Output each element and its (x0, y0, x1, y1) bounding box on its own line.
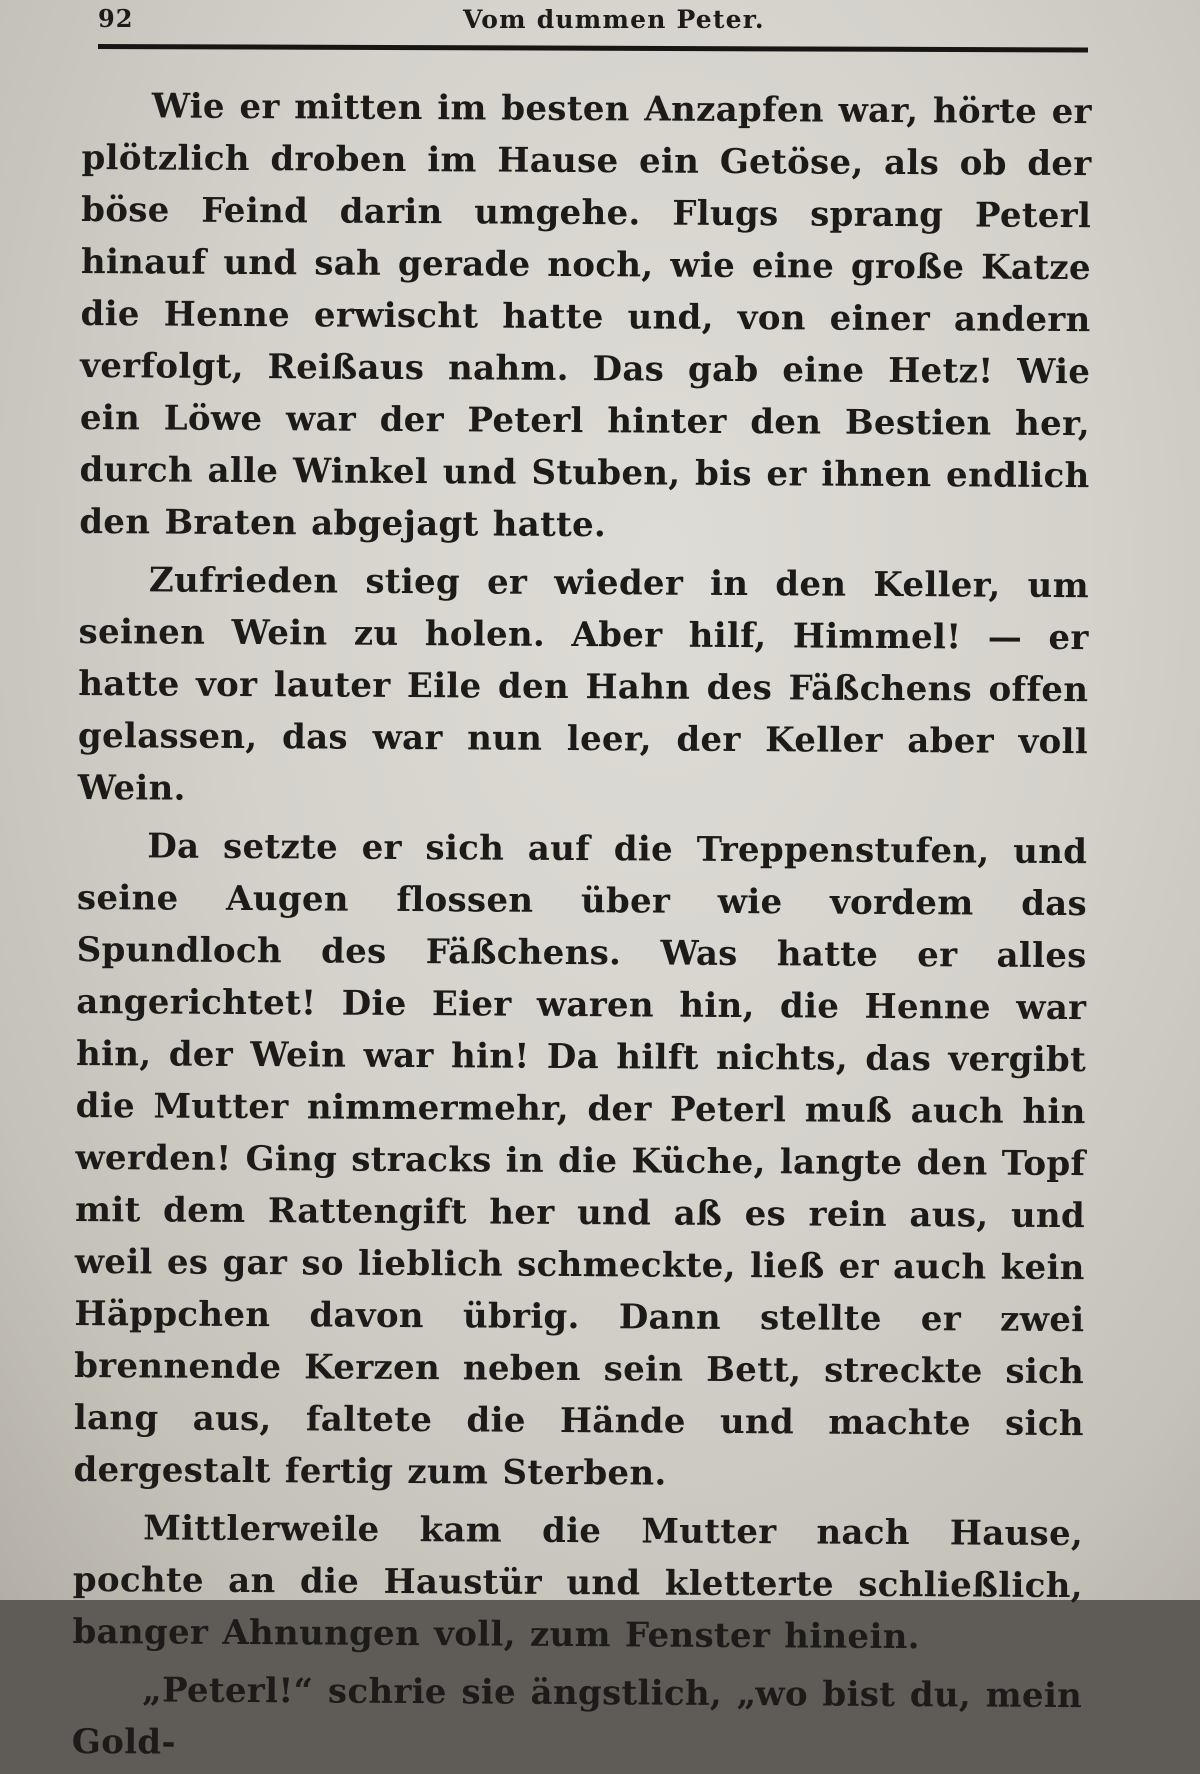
paragraph-hen-chase: Wie er mitten im besten Anzapfen war, hörte er plötzlich droben im Hause ein Getöse, als ob der böse Feind darin umgehe. Flugs sprang Peterl hinauf und sah gerade noch, wie eine große Katze die Henne erwischt hatte und, von einer andern verfolgt, Reißaus nahm. Das gab eine Hetz! Wie ein Löwe war der Peterl hinter den Bestien her, durch alle Winkel und Stuben, bis er ihnen endlich den Braten abgejagt hatte. (79, 86, 1092, 546)
running-title: Vom dummen Peter. (463, 5, 765, 34)
paragraph-mother-calls: „Peterl!“ schrie sie ängstlich, „wo bist du, mein Gold- (71, 1670, 1083, 1763)
paragraph-mother-returns: Mittlerweile kam die Mutter nach Hause, pochte an die Haustür und kletterte schließlich, banger Ahnungen voll, zum Fenster hinein. (72, 1508, 1084, 1658)
header-rule (98, 44, 1088, 52)
paragraph-rat-poison: Da setzte er sich auf die Treppenstufen, und seine Augen flossen über wie vordem das Spundloch des Fäßchens. Was hatte er alles angerichtet! Die Eier waren hin, die Henne war hin, der Wein war hin! Da hilft nichts, das vergibt die Mutter nimmermehr, der Peterl muß auch hin werden! Ging stracks in die Küche, langte den Topf mit dem Rattengift her und aß es rein aus, und weil es gar so lieblich schmeckte, ließ er auch kein Häppchen davon übrig. Dann stellte er zwei brennende Kerzen neben sein Bett, streckte sich lang aus, faltete die Hände und machte sich dergestalt fertig zum Sterben. (73, 826, 1088, 1494)
body-text (71, 80, 1092, 1763)
page-number: 92 (98, 4, 134, 33)
page-header (98, 2, 1090, 36)
paragraph-cellar-wine: Zufrieden stieg er wieder in den Keller, um seinen Wein zu holen. Aber hilf, Himmel! — er hatte vor lauter Eile den Hahn des Fäßchens offen gelassen, das war nun leer, der Keller aber voll Wein. (77, 560, 1090, 809)
